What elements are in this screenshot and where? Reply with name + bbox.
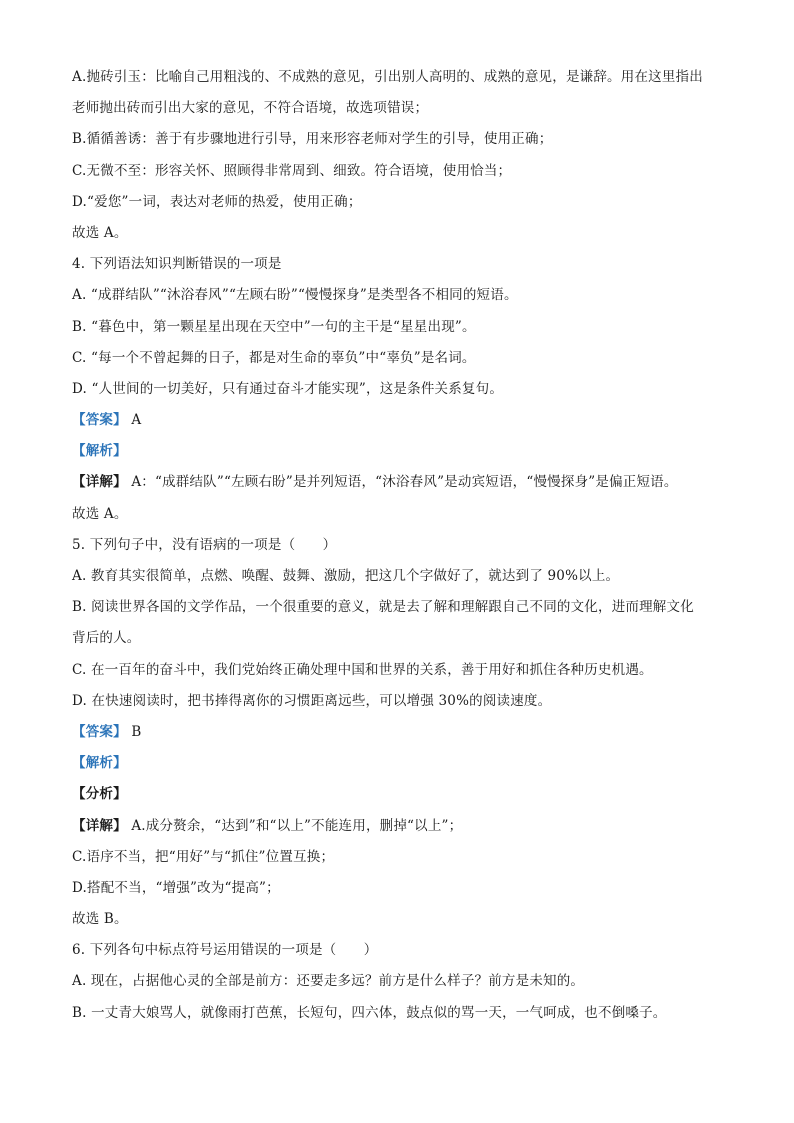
question-5-option-c: C. 在一百年的奋斗中，我们党始终正确处理中国和世界的关系，善于用好和抓住各种历史机遇。: [72, 661, 653, 678]
question-5-detail-d: D.搭配不当，“增强”改为“提高”；: [72, 879, 280, 896]
question-4-option-b: B. “暮色中，第一颗星星出现在天空中”一句的主干是“星星出现”。: [72, 318, 476, 335]
question-4-option-c: C. “每一个不曾起舞的日子，都是对生命的辜负”中“辜负”是名词。: [72, 349, 476, 366]
question-4-analysis: [72, 436, 732, 467]
detail-text: A.成分赘余，“达到”和“以上”不能连用，删掉“以上”；: [131, 817, 463, 834]
question-4-detail: [72, 467, 732, 498]
explanation-option-c: C.无微不至：形容关怀、照顾得非常周到、细致。符合语境，使用恰当；: [72, 162, 512, 179]
conclusion-q4: 故选 A。: [72, 505, 128, 522]
question-6-stem: 6. 下列各句中标点符号运用错误的一项是（ ）: [72, 942, 378, 959]
breakdown-tag: 【分析】: [72, 786, 127, 803]
question-5-option-d: D. 在快速阅读时，把书捧得离你的习惯距离远些，可以增强 30%的阅读速度。: [72, 692, 552, 709]
detail-tag: 【详解】: [72, 817, 127, 834]
question-5-detail: [72, 811, 732, 842]
explanation-option-a-line2: 老师抛出砖而引出大家的意见，不符合语境，故选项错误；: [72, 100, 429, 117]
analysis-tag: 【解析】: [72, 755, 127, 772]
answer-value: A: [131, 412, 142, 429]
conclusion-q5: 故选 B。: [72, 911, 128, 928]
explanation-option-b: B.循循善诱：善于有步骤地进行引导，用来形容老师对学生的引导，使用正确；: [72, 131, 553, 148]
question-4-option-d: D. “人世间的一切美好，只有通过奋斗才能实现”，这是条件关系复句。: [72, 380, 504, 397]
detail-text: A：“成群结队”“左顾右盼”是并列短语，“沐浴春风”是动宾短语，“慢慢探身”是偏正短语。: [131, 474, 678, 491]
question-6-option-a: A. 现在，占据他心灵的全部是前方：还要走多远？前方是什么样子？前方是未知的。: [72, 973, 585, 990]
answer-tag: 【答案】: [72, 723, 127, 740]
question-5-answer: [72, 717, 732, 748]
question-5-detail-c: C.语序不当，把“用好”与“抓住”位置互换；: [72, 848, 335, 865]
detail-tag: 【详解】: [72, 474, 127, 491]
conclusion-q3: 故选 A。: [72, 224, 128, 241]
question-5-analysis: [72, 748, 732, 779]
document-page: [72, 62, 732, 1029]
question-4-option-a: A. “成群结队”“沐浴春风”“左顾右盼”“慢慢探身”是类型各不相同的短语。: [72, 287, 518, 304]
explanation-option-d: D.“爱您”一词，表达对老师的热爱，使用正确；: [72, 193, 362, 210]
question-5-option-b-line2: 背后的人。: [72, 630, 141, 647]
question-5-option-b-line1: B. 阅读世界各国的文学作品，一个很重要的意义，就是去了解和理解跟自己不同的文化，进而理解文化: [72, 599, 694, 616]
question-6-option-b: B. 一丈青大娘骂人，就像雨打芭蕉，长短句，四六体，鼓点似的骂一天，一气呵成，也不倒嗓子。: [72, 1004, 667, 1021]
question-5-stem: 5. 下列句子中，没有语病的一项是（ ）: [72, 536, 337, 553]
question-4-answer: [72, 405, 732, 436]
question-4-stem: 4. 下列语法知识判断错误的一项是: [72, 256, 282, 273]
analysis-tag: 【解析】: [72, 443, 127, 460]
question-5-breakdown: [72, 779, 732, 810]
explanation-option-a-line1: A.抛砖引玉：比喻自己用粗浅的、不成熟的意见，引出别人高明的、成熟的意见，是谦辞。用在这里指出: [72, 69, 703, 85]
answer-value: B: [131, 723, 142, 740]
answer-tag: 【答案】: [72, 412, 127, 429]
question-5-option-a: A. 教育其实很简单，点燃、唤醒、鼓舞、激励，把这几个字做好了，就达到了 90%以上。: [72, 568, 620, 584]
